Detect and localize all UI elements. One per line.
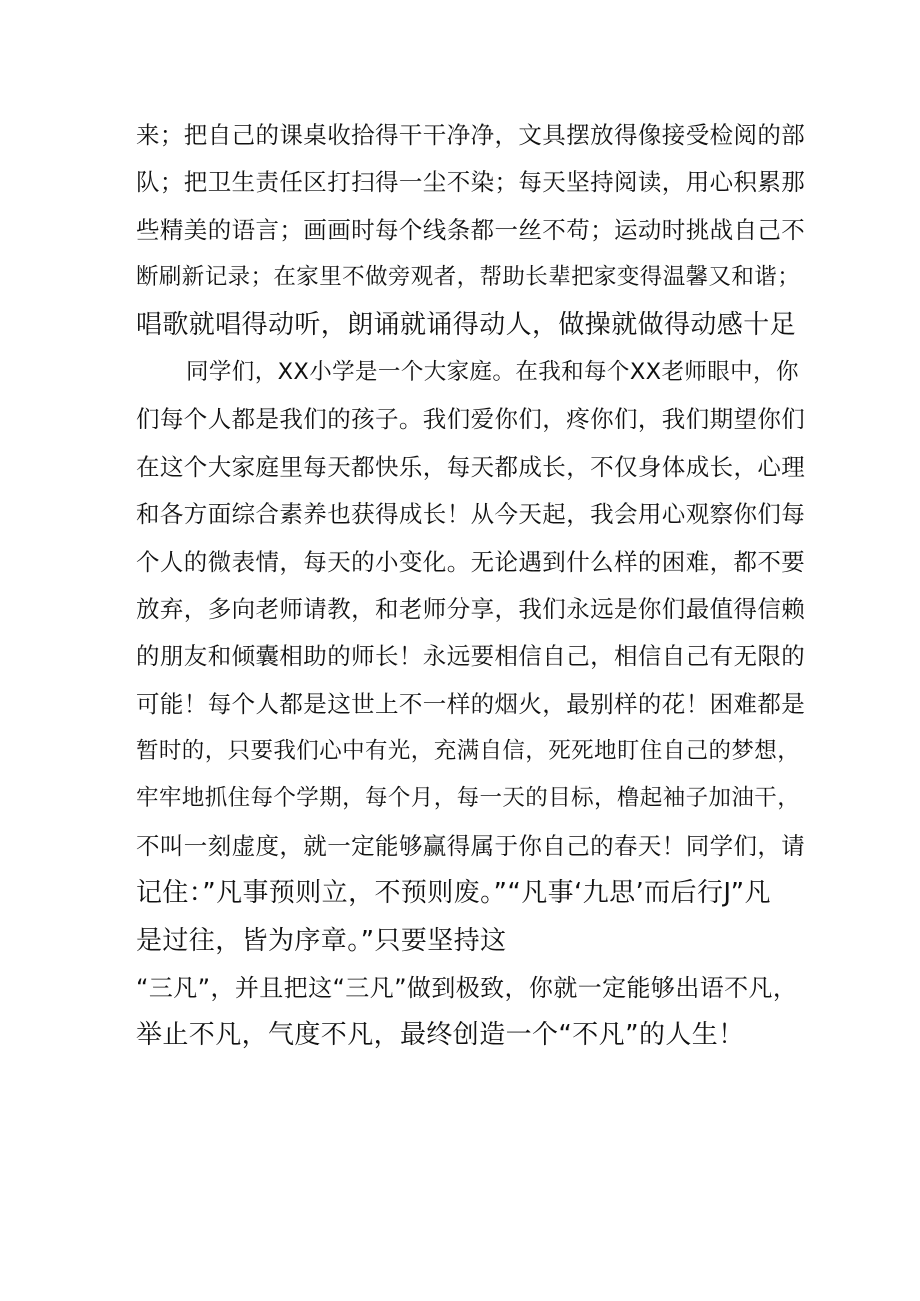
text-line: 唱歌就唱得动听，朗诵就诵得动人，做操就做得动感十足 [136,309,797,340]
text-line: 举止不凡，气度不凡，最终创造一个“不凡”的人生！ [136,1020,745,1051]
text-line: “三凡”，并且把这“三凡”做到极致，你就一定能够出语不凡， [136,974,798,1003]
text-line: 们每个人都是我们的孩子。我们爱你们，疼你们，我们期望你们 [136,405,806,434]
body-text [136,112,806,1060]
text-line: 记住：”凡事预则立，不预则废。”“凡事‘九思’而后行J”凡 [136,878,771,909]
text-line: 在这个大家庭里每天都快乐，每天都成长，不仅身体成长，心理 [136,452,806,481]
text-line: 和各方面综合素养也获得成长！从今天起，我会用心观察你们每 [136,500,806,529]
text-line: 牢牢地抓住每个学期，每个月，每一天的目标，橹起袖子加油干， [136,785,801,812]
text-line: 的朋友和倾囊相助的师长！永远要相信自己，相信自己有无限的 [136,642,806,671]
paragraph-start-line: 同学们，XX小学是一个大家庭。在我和每个XX老师眼中，你 [186,358,799,385]
text-line: 些精美的语言；画画时每个线条都一丝不苟；运动时挑战自己不 [136,215,806,244]
text-line: 队；把卫生责任区打扫得一尘不染；每天坚持阅读，用心积累那 [136,168,806,197]
text-line: 暂时的，只要我们心中有光，充满自信，死死地盯住自己的梦想， [136,738,801,765]
text-line: 来；把自己的课桌收拾得干干净净，文具摆放得像接受检阅的部 [136,121,806,149]
text-line: 断刷新记录；在家里不做旁观者，帮助长辈把家变得温馨又和谐； [136,264,801,291]
text-line: 不叫一刻虚度，就一定能够赢得属于你自己的春天！同学们，请 [136,831,806,860]
text-line: 放弃，多向老师请教，和老师分享，我们永远是你们最值得信赖 [136,594,806,623]
text-line: 个人的微表情，每天的小变化。无论遇到什么样的困难，都不要 [136,547,806,576]
text-line: 是过往，皆为序章。”只要坚持这 [136,925,507,956]
text-line: 可能！每个人都是这世上不一样的烟火，最别样的花！困难都是 [136,689,806,718]
